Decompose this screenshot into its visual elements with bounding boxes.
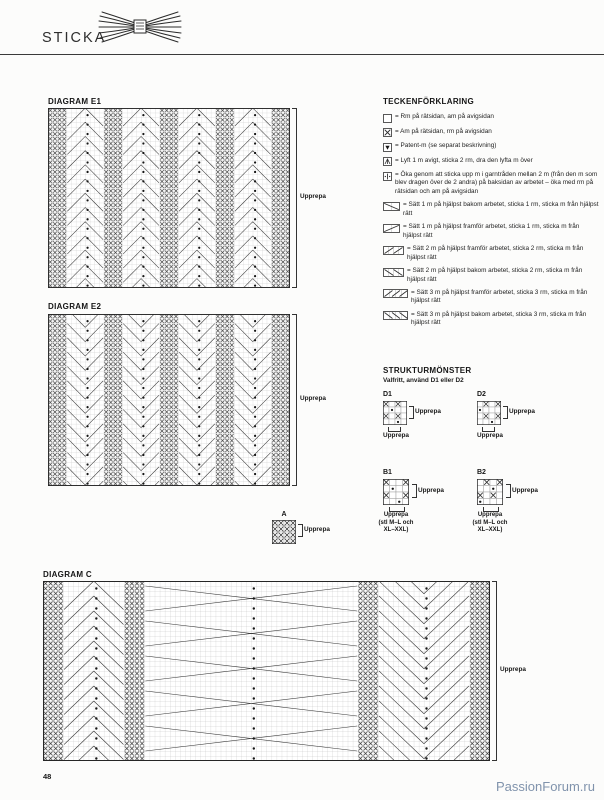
watermark: PassionForum.ru: [496, 779, 595, 794]
pattern-d2-repeat-bracket: [503, 406, 508, 419]
page-title: STICKA: [42, 30, 107, 46]
diagram-e2-repeat-bracket: [292, 314, 297, 486]
diagram-c-chart: [43, 581, 490, 761]
size-note-line1: Upprepa: [477, 512, 503, 518]
legend-item-text: = Sätt 3 m på hjälpst bakom arbetet, sticka 3 rm, sticka m från hjälpst rätt: [411, 310, 587, 327]
structure-patterns-section: [383, 366, 472, 384]
yarn-skein-icon: [98, 9, 182, 45]
pattern-b2-repeat-label: Upprepa: [512, 487, 538, 494]
pattern-b1-label: B1: [383, 469, 392, 476]
legend-symbol-x-icon: [383, 128, 392, 138]
legend-item-text: = Sätt 2 m på hjälpst framför arbetet, sticka 2 rm, sticka m från hjälpst rätt: [407, 245, 584, 261]
pattern-b1-repeat-bracket: [412, 484, 417, 498]
legend-item-7: [383, 245, 599, 262]
legend-symbol-psso-icon: [383, 157, 392, 167]
diagram-c-repeat-label: Upprepa: [500, 666, 526, 673]
structure-patterns-subtitle: Valfritt, använd D1 eller D2: [383, 377, 464, 384]
legend-item-4: [383, 171, 599, 196]
legend-item-8: [383, 267, 599, 284]
size-note-line1: Upprepa: [383, 512, 409, 518]
legend-symbol-empty-icon: [383, 113, 392, 123]
legend-symbol-c2f-icon: [383, 245, 404, 255]
size-note-line3: XL–XXL): [383, 527, 409, 533]
pattern-b2-label: B2: [477, 469, 486, 476]
pattern-d1-repeat-bracket: [409, 406, 414, 419]
pattern-d2-chart: [477, 401, 501, 425]
legend-symbol-c1b-icon: [383, 201, 400, 211]
diagram-e1-label: DIAGRAM E1: [48, 97, 102, 106]
pattern-b1-chart: [383, 479, 409, 505]
legend-item-text: = Öka genom att sticka upp m i garntråden mellan 2 m (från den m som blev dragen över de 2 andra) på baksidan av arbetet – öka med rm på rätsidan och am på avigsidan: [395, 171, 598, 195]
legend-item-text: = Lyft 1 m avigt, sticka 2 rm, dra den lyfta m över: [395, 156, 533, 164]
diagram-e2-label: DIAGRAM E2: [48, 302, 102, 311]
pattern-d2-bottom-repeat-label: Upprepa: [477, 432, 503, 439]
legend-item-text: = Sätt 1 m på hjälpst bakom arbetet, sticka 1 rm, sticka m från hjälpst rätt: [403, 201, 599, 217]
legend-item-text: = Sätt 3 m på hjälpst framför arbetet, sticka 3 rm, sticka m från hjälpst rätt: [411, 288, 588, 305]
legend-symbol-c3b-icon: [383, 311, 408, 321]
pattern-a-label: A: [281, 511, 287, 518]
size-note-line2: (stl M–L och: [378, 519, 414, 526]
legend-item-5: [383, 201, 599, 218]
pattern-b2-size-note: [470, 512, 510, 535]
size-note-line2: (stl M–L och: [472, 519, 508, 526]
legend-item-6: [383, 223, 599, 240]
legend-item-1: [383, 128, 599, 138]
legend: [383, 97, 599, 333]
pattern-d2-label: D2: [477, 391, 486, 398]
legend-items: [383, 113, 599, 328]
pattern-d2-repeat-label: Upprepa: [509, 408, 535, 415]
legend-symbol-c2b-icon: [383, 267, 404, 277]
legend-symbol-triangle-icon: [383, 142, 392, 152]
legend-symbol-inc-icon: [383, 171, 392, 181]
legend-item-text: = Rm på rätsidan, am på avigsidan: [395, 113, 494, 120]
pattern-b2-chart: [477, 479, 503, 505]
pattern-b2-repeat-bracket: [506, 484, 511, 498]
legend-item-10: [383, 311, 599, 328]
pattern-a-repeat-label: Upprepa: [304, 526, 330, 533]
pattern-a-repeat-bracket: [298, 524, 303, 537]
size-note-line3: XL–XXL): [477, 527, 503, 533]
pattern-d1-label: D1: [383, 391, 392, 398]
pattern-d1-repeat-label: Upprepa: [415, 408, 441, 415]
legend-item-3: [383, 157, 599, 167]
pattern-b1-repeat-label: Upprepa: [418, 487, 444, 494]
diagram-e1-repeat-bracket: [292, 108, 297, 288]
diagram-e1-chart: [48, 108, 290, 288]
diagram-e1-repeat-label: Upprepa: [300, 193, 326, 200]
structure-patterns-title: STRUKTURMÖNSTER: [383, 366, 472, 375]
pattern-d1-chart: [383, 401, 407, 425]
legend-item-text: = Sätt 2 m på hjälpst bakom arbetet, sticka 2 rm, sticka m från hjälpst rätt: [407, 267, 583, 283]
diagram-e2-repeat-label: Upprepa: [300, 395, 326, 402]
header-divider: [0, 54, 604, 55]
legend-symbol-c3f-icon: [383, 289, 408, 299]
pattern-b1-size-note: [376, 512, 416, 535]
pattern-a-chart: [272, 520, 296, 544]
page-number: 48: [43, 772, 52, 781]
legend-item-text: = Am på rätsidan, rm på avigsidan: [395, 127, 492, 135]
legend-title: TECKENFÖRKLARING: [383, 97, 475, 106]
legend-item-text: = Sätt 1 m på hjälpst framför arbetet, sticka 1 rm, sticka m från hjälpst rätt: [403, 223, 580, 239]
legend-item-9: [383, 289, 599, 306]
legend-item-2: [383, 142, 599, 152]
pattern-d1-bottom-repeat-label: Upprepa: [383, 432, 409, 439]
diagram-e2-chart: [48, 314, 290, 486]
legend-item-text: = Patent-m (se separat beskrivning): [395, 142, 497, 149]
diagram-c-repeat-bracket: [492, 581, 497, 761]
legend-symbol-c1f-icon: [383, 223, 400, 233]
diagram-c-label: DIAGRAM C: [43, 570, 92, 579]
legend-item-0: [383, 113, 599, 123]
